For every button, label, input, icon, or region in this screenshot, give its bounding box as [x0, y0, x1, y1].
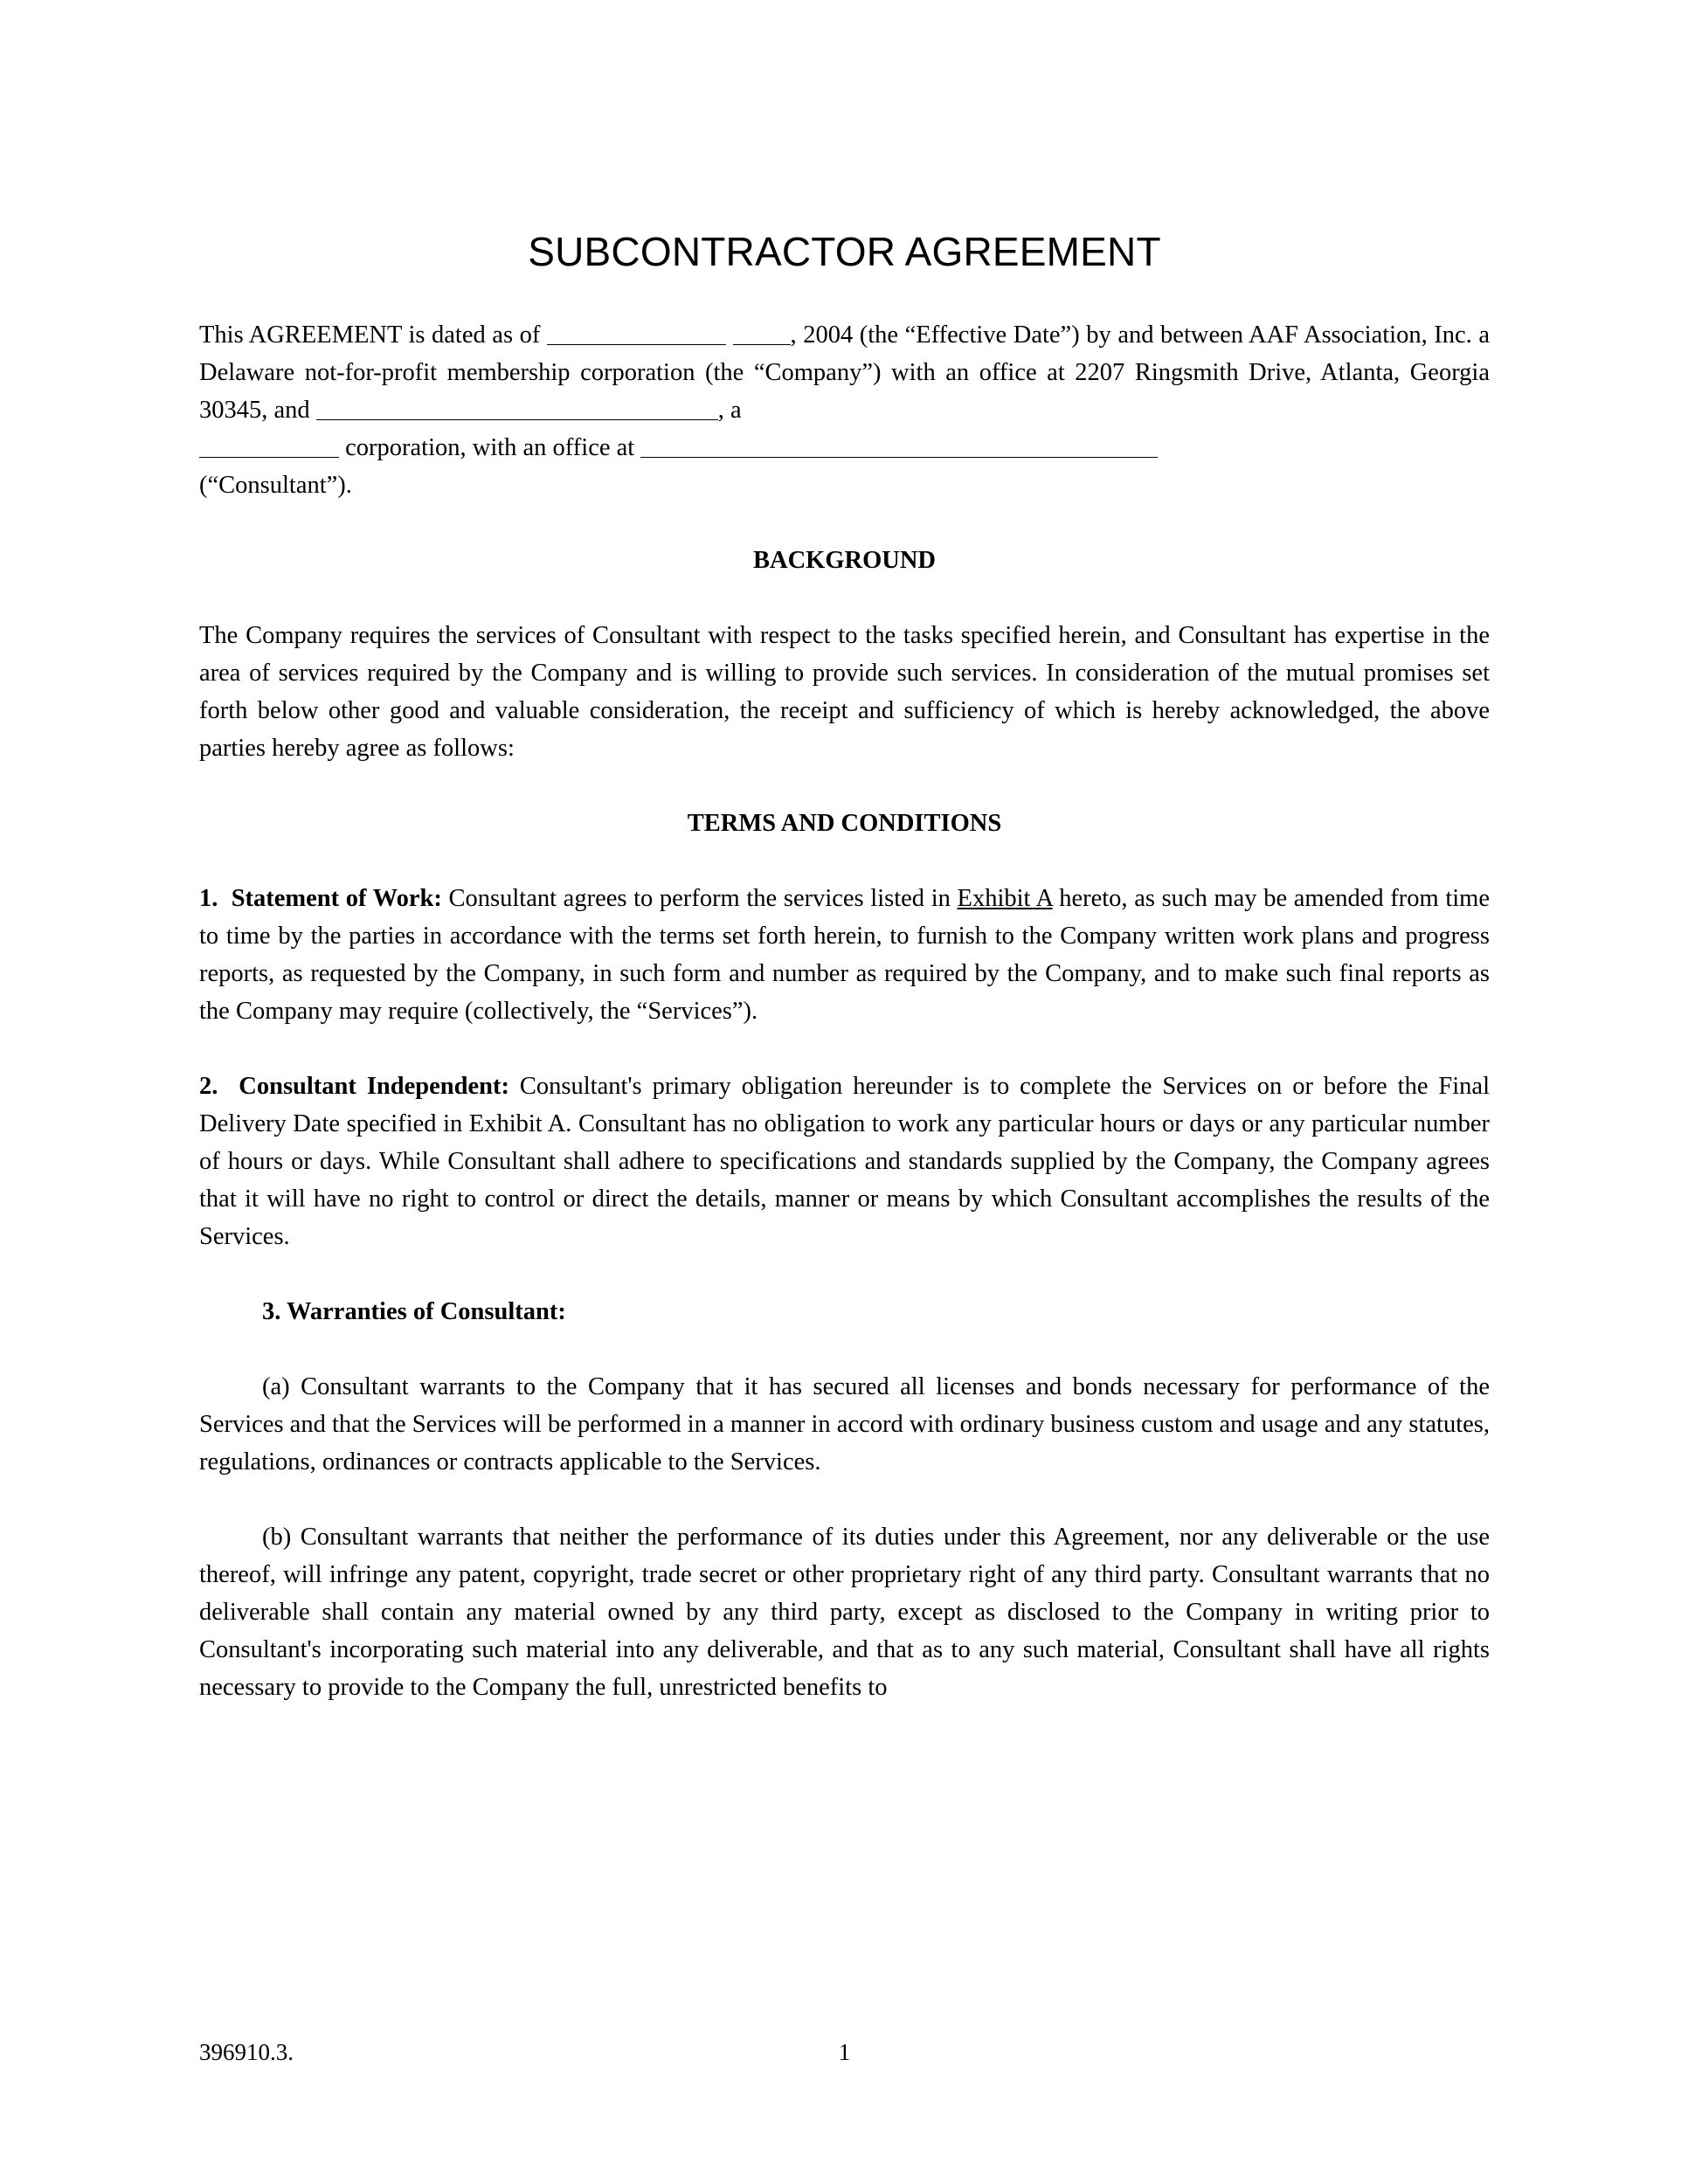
- section-1-number: 1.: [199, 884, 218, 912]
- section-2-number: 2.: [199, 1072, 218, 1100]
- background-paragraph: The Company requires the services of Consultant with respect to the tasks specified herein, and Consultant has expertise in the area of services required by the Company and is willing to provide such services. In consideration of the mutual promises set forth below other good and valuable consideration, the receipt and sufficiency of which is hereby acknowledged, the above parties hereby agree as follows:: [199, 621, 1490, 762]
- preamble-text-2: , 2004 (the “Effective Date”) by and between AAF Association, Inc. a Delaware not-for-profit membership corporation (the “Company”) with an office at 2207 Ringsmith Drive, Atlanta, Georgia 30345, and: [199, 321, 1490, 424]
- section-2-title: Consultant Independent:: [239, 1072, 509, 1100]
- spacer: [199, 842, 1490, 880]
- page-footer: [199, 2037, 1490, 2067]
- section-3-paragraph-b: (b) Consultant warrants that neither the performance of its duties under this Agreement, nor any deliverable or the use thereof, will infringe any patent, copyright, trade secret or other proprietary right of any third party. Consultant warrants that no deliverable shall contain any material owned by any third party, except as disclosed to the Company in writing prior to Consultant's incorporating such material into any deliverable, and that as to any such material, Consultant shall have all rights necessary to provide to the Company the full, unrestricted benefits to: [199, 1523, 1490, 1701]
- preamble-text-1: This AGREEMENT is dated as of: [199, 321, 547, 349]
- preamble-paragraph: [199, 316, 1490, 504]
- document-body: [199, 0, 1490, 1706]
- date-blank-2[interactable]: [733, 322, 791, 345]
- preamble-text-5: (“Consultant”).: [199, 471, 352, 499]
- section-1-body-pre: Consultant agrees to perform the services listed in: [441, 884, 958, 912]
- section-1-title: Statement of Work:: [231, 884, 442, 912]
- section-1: [199, 880, 1490, 1030]
- section-2-body: Consultant's primary obligation hereunder is to complete the Services on or before the Final Delivery Date specified in Exhibit A. Consultant has no obligation to work any particular hours or days or any particular number of hours or days. While Consultant shall adhere to specifications and standards supplied by the Company, the Company agrees that it will have no right to control or direct the details, manner or means by which Consultant accomplishes the results of the Services.: [199, 1072, 1490, 1250]
- date-blank-1[interactable]: [547, 322, 726, 345]
- page-title: SUBCONTRACTOR AGREEMENT: [528, 229, 1161, 274]
- preamble-text-3: , a: [717, 396, 742, 424]
- section-3-paragraph-a: (a) Consultant warrants to the Company that it has secured all licenses and bonds necessary for performance of the Services and that the Services will be performed in a manner in accord with ordinary business custom and usage and any statutes, regulations, ordinances or contracts applicable to the Services.: [199, 1372, 1490, 1476]
- spacer: [199, 1030, 1490, 1068]
- spacer: [199, 1330, 1490, 1368]
- consultant-office-blank[interactable]: [640, 435, 1158, 458]
- state-blank[interactable]: [199, 435, 339, 458]
- spacer: [199, 504, 1490, 542]
- consultant-name-blank[interactable]: [316, 397, 718, 420]
- footer-document-number: 396910.3.: [199, 2039, 294, 2065]
- spacer: [199, 767, 1490, 805]
- background-heading: BACKGROUND: [752, 546, 936, 574]
- section-2: [199, 1068, 1490, 1255]
- footer-page-number: 1: [838, 2039, 851, 2065]
- spacer: [199, 1255, 1490, 1293]
- section-1-body-post: hereto, as such may be amended from time to time by the parties in accordance with the terms set forth herein, to furnish to the Company written work plans and progress reports, as requested by the Company, in such form and number as required by the Company, and to make such final reports as the Company may require (collectively, the “Services”).: [199, 884, 1490, 1025]
- section-3-heading: 3. Warranties of Consultant:: [262, 1297, 566, 1325]
- spacer: [199, 579, 1490, 617]
- preamble-text-4: corporation, with an office at: [339, 433, 641, 461]
- section-1-exhibit-reference: Exhibit A: [957, 884, 1053, 912]
- spacer: [199, 275, 1490, 316]
- terms-heading: TERMS AND CONDITIONS: [687, 809, 1002, 837]
- spacer: [199, 1481, 1490, 1518]
